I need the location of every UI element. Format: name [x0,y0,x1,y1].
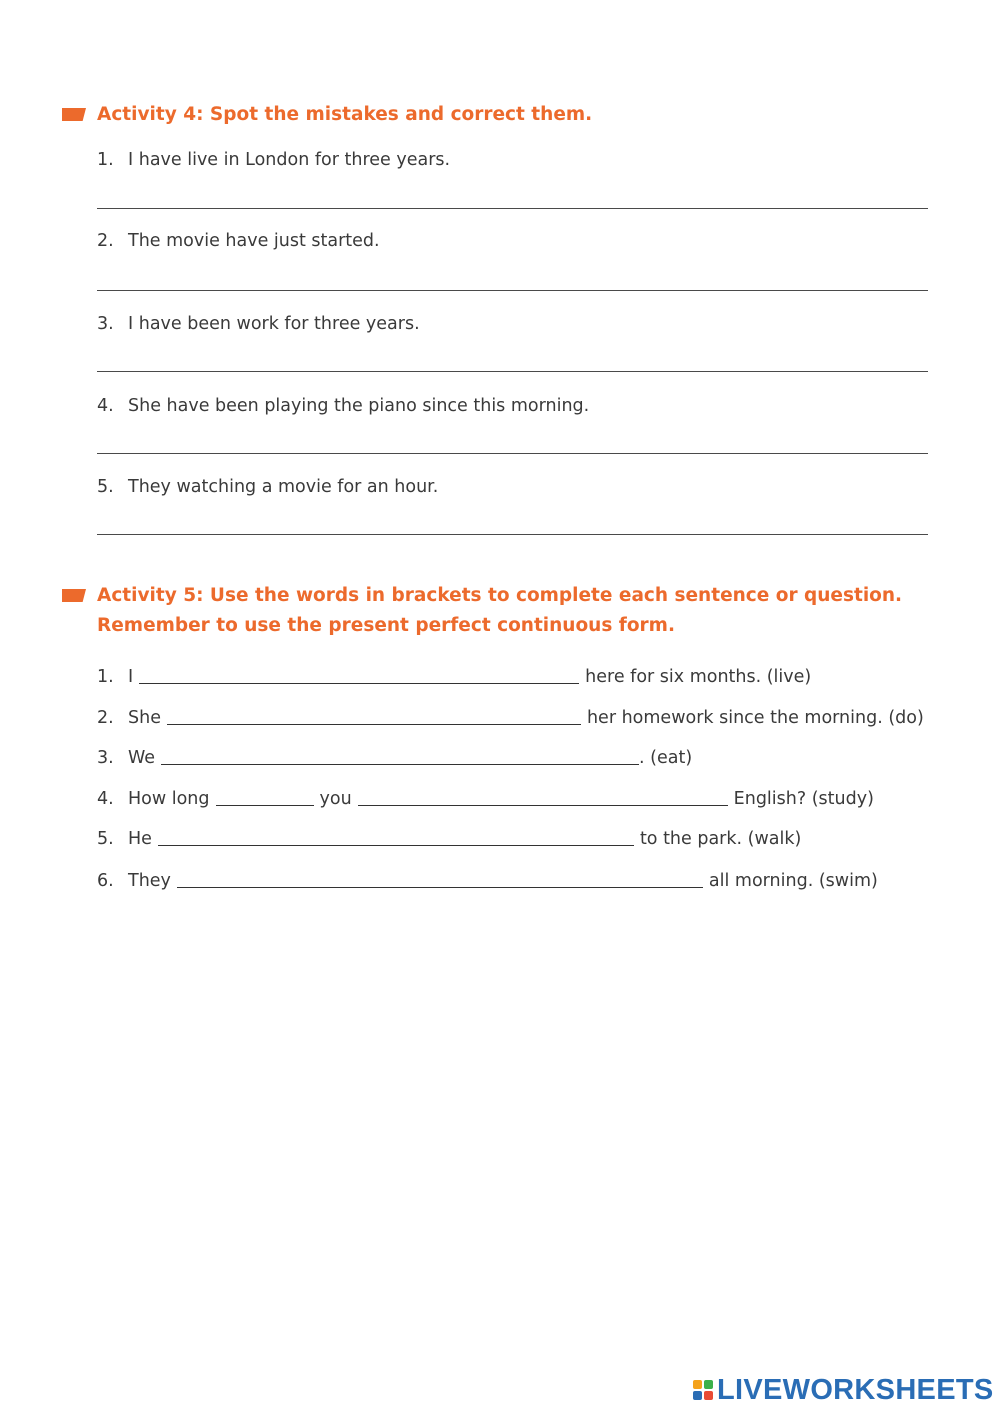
item-sentence: The movie have just started. [128,231,380,251]
answer-blank-short[interactable] [216,804,314,806]
activity-5-title-line2: Remember to use the present perfect continuous form. [97,615,675,636]
item-number: 6. [97,871,114,891]
activity-4-title: Activity 4: Spot the mistakes and correct them. [97,104,593,125]
item-sentence [128,828,801,850]
heading-marker-icon [62,589,86,602]
item-sentence [128,707,924,729]
heading-marker-icon [62,108,86,121]
item-sentence: She have been playing the piano since this morning. [128,396,590,416]
item-sentence: I have been work for three years. [128,314,420,334]
sentence-end: English? (study) [733,789,874,809]
sentence-end: her homework since the morning. (do) [586,708,924,728]
item-sentence [128,666,811,688]
item-sentence: I have live in London for three years. [128,150,451,170]
sentence-end: here for six months. (live) [585,667,812,687]
answer-blank[interactable] [139,682,579,684]
item-number: 2. [97,231,114,251]
sentence-end: all morning. (swim) [708,871,878,891]
answer-line[interactable] [97,208,928,209]
answer-blank[interactable] [177,886,703,888]
activity-5-title-line1: Activity 5: Use the words in brackets to complete each sentence or question. [97,585,903,606]
liveworksheets-logo [693,1375,994,1405]
item-number: 5. [97,829,114,849]
sentence-start: He [128,829,152,849]
item-sentence [128,747,692,769]
sentence-end: to the park. (walk) [639,829,802,849]
logo-grid-icon [693,1380,713,1400]
answer-line[interactable] [97,290,928,291]
item-number: 5. [97,477,114,497]
item-number: 1. [97,667,114,687]
sentence-start: I [128,667,134,687]
answer-line[interactable] [97,534,928,535]
sentence-start: She [128,708,161,728]
item-number: 3. [97,748,114,768]
item-sentence [128,788,874,810]
answer-blank[interactable] [167,723,581,725]
answer-blank[interactable] [158,844,634,846]
sentence-start: How long [128,789,210,809]
item-number: 4. [97,789,114,809]
item-number: 4. [97,396,114,416]
item-number: 1. [97,150,114,170]
answer-blank[interactable] [161,763,639,765]
sentence-middle: you [319,789,352,809]
item-number: 2. [97,708,114,728]
logo-text: LIVEWORKSHEETS [717,1373,994,1406]
answer-line[interactable] [97,371,928,372]
item-number: 3. [97,314,114,334]
item-sentence: They watching a movie for an hour. [128,477,439,497]
answer-blank[interactable] [358,804,728,806]
sentence-start: They [128,871,171,891]
item-sentence [128,870,878,892]
sentence-end: . (eat) [639,748,693,768]
sentence-start: We [128,748,156,768]
answer-line[interactable] [97,453,928,454]
